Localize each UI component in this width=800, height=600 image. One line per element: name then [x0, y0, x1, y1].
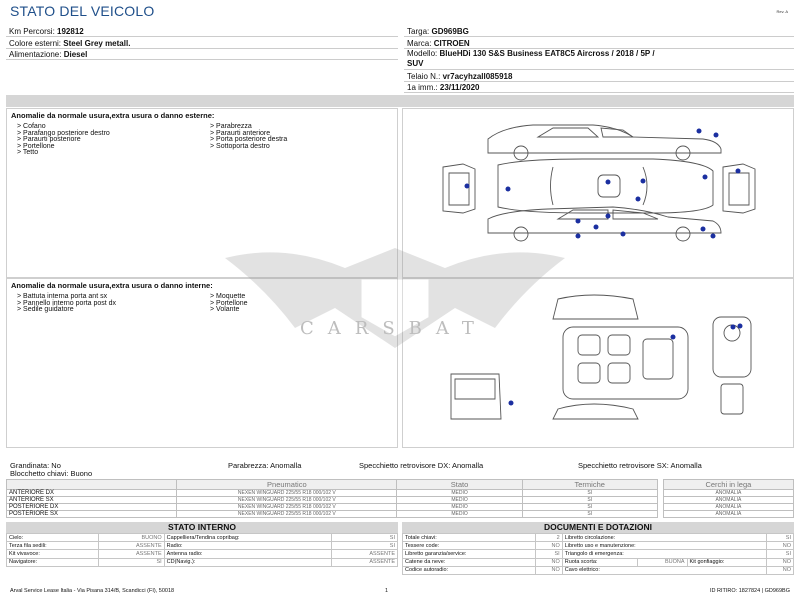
table-row: Tessere code: NO Libretto uso e manutenzione: NO — [403, 542, 794, 550]
key-lock-status: Blocchetto chiavi: Buono — [10, 469, 93, 478]
km-value: 192812 — [57, 27, 84, 36]
mirror-dx-status: Specchietto retrovisore DX: Anomalla — [359, 461, 484, 470]
list-item: > Volante — [210, 306, 240, 314]
header-state: Stato — [397, 480, 522, 490]
fuel-row: Alimentazione: Diesel — [6, 49, 398, 60]
table-row: POSTERIORE SX NEXEN WINGUARD 225/55 R18 000/102 V MEDIO SI ANOMALIA — [7, 511, 794, 518]
list-item: > Sedile guidatore — [17, 306, 74, 314]
chassis-value: vr7acyhzall085918 — [442, 72, 513, 81]
list-item: > Paraurti anteriore — [210, 129, 271, 137]
windshield-status: Parabrezza: Anomalla — [228, 461, 302, 470]
table-row: Kit vivavoce: ASSENTE Antenna radio: ASSENTE — [7, 550, 398, 558]
model-value: BlueHDi 130 S&S Business EAT8C5 Aircross / 2018 / 5P / — [439, 49, 655, 58]
brand-row: Marca: CITROEN — [404, 38, 794, 49]
plate-row: Targa: GD969BG — [404, 26, 794, 37]
page-number: 1 — [385, 588, 389, 594]
interior-damage-title: Anomalie da normale usura,extra usura o danno interne: — [11, 281, 213, 290]
table-row: Navigatore: SI CD(Navig.): ASSENTE — [7, 558, 398, 566]
list-item: > Tetto — [17, 149, 39, 157]
list-item: > Moquette — [210, 293, 246, 300]
list-item: > Portellone — [210, 299, 248, 307]
brand-value: CITROEN — [433, 39, 470, 48]
list-item: > Portellone — [17, 142, 55, 150]
internal-state-table — [6, 533, 398, 567]
watermark-text: CARSBAT — [300, 318, 488, 339]
header-rims: Cerchi in lega — [663, 480, 793, 490]
list-item: > Cofano — [17, 123, 46, 130]
table-row: Totale chiavi: 2 Libretto circolazione: SI — [403, 534, 794, 542]
table-row: Terza fila sedili: ASSENTE Radio: SI — [7, 542, 398, 550]
table-row: Catene da neve: NO Ruota scorta: BUONA Kit gonfiaggio: NO — [403, 558, 794, 566]
header-tyre: Pneumatico — [177, 480, 397, 490]
mirror-sx-status: Specchietto retrovisore SX: Anomalla — [578, 461, 702, 470]
table-row: Libretto garanzia/service: SI Triangolo di emergenza: SI — [403, 550, 794, 558]
list-item: > Parabrezza — [210, 123, 252, 130]
table-row: POSTERIORE DX NEXEN WINGUARD 225/55 R18 000/102 V MEDIO SI ANOMALIA — [7, 504, 794, 511]
model-row: Modello: BlueHDi 130 S&S Business EAT8C5 Aircross / 2018 / 5P / SUV — [404, 49, 794, 70]
list-item: > Battuta interna porta ant sx — [17, 293, 108, 300]
table-row: ANTERIORE DX NEXEN WINGUARD 225/55 R18 000/102 V MEDIO SI ANOMALIA — [7, 490, 794, 497]
table-row: Cielo: BUONO Cappelliera/Tendina copribag: SI — [7, 534, 398, 542]
exterior-damage-list-1 — [17, 124, 110, 157]
table-row: Codice autoradio: NO Cavo elettrico: NO — [403, 566, 794, 574]
exterior-damage-list-2 — [210, 124, 287, 150]
pickup-id: ID RITIRO: 1827824 | GD969BG — [710, 588, 790, 594]
registration-value: 23/11/2020 — [439, 83, 480, 92]
page-title: STATO DEL VEICOLO — [10, 3, 155, 19]
list-item: > Sottoporta destro — [210, 142, 270, 150]
fuel-value: Diesel — [63, 50, 88, 59]
header-winter: Termiche — [522, 480, 657, 490]
interior-damage-list-1 — [17, 294, 116, 314]
documents-table — [402, 533, 794, 575]
color-row: Colore esterni: Steel Grey metall. — [6, 38, 398, 49]
color-value: Steel Grey metall. — [63, 39, 131, 48]
hail-status: Grandinata: No — [10, 461, 61, 470]
list-item: > Paraurti posteriore — [17, 136, 81, 144]
footer-company: Arval Service Lease Italia - Via Pisana 314/B, Scandicci (FI), 50018 — [10, 588, 175, 594]
internal-state-title: STATO INTERNO — [6, 522, 398, 533]
list-item: > Parafango posteriore destro — [17, 129, 110, 137]
list-item: > Pannello interno porta post dx — [17, 299, 117, 307]
carsbat-logo — [225, 238, 565, 368]
tyres-table — [6, 479, 794, 518]
documents-title: DOCUMENTI E DOTAZIONI — [402, 522, 794, 533]
list-item: > Porta posteriore destra — [210, 136, 288, 144]
section-divider — [6, 95, 794, 107]
table-row: ANTERIORE SX NEXEN WINGUARD 225/55 R18 000/102 V MEDIO SI ANOMALIA — [7, 497, 794, 504]
plate-value: GD969BG — [431, 27, 469, 36]
chassis-row: Telaio N.: vr7acyhzall085918 — [404, 71, 794, 82]
revision-label: Rev. A — [776, 9, 788, 14]
km-row: Km Percorsi: 192812 — [6, 26, 398, 37]
exterior-damage-title: Anomalie da normale usura,extra usura o danno esterne: — [11, 111, 215, 120]
registration-row: 1a imm.: 23/11/2020 — [404, 82, 794, 93]
